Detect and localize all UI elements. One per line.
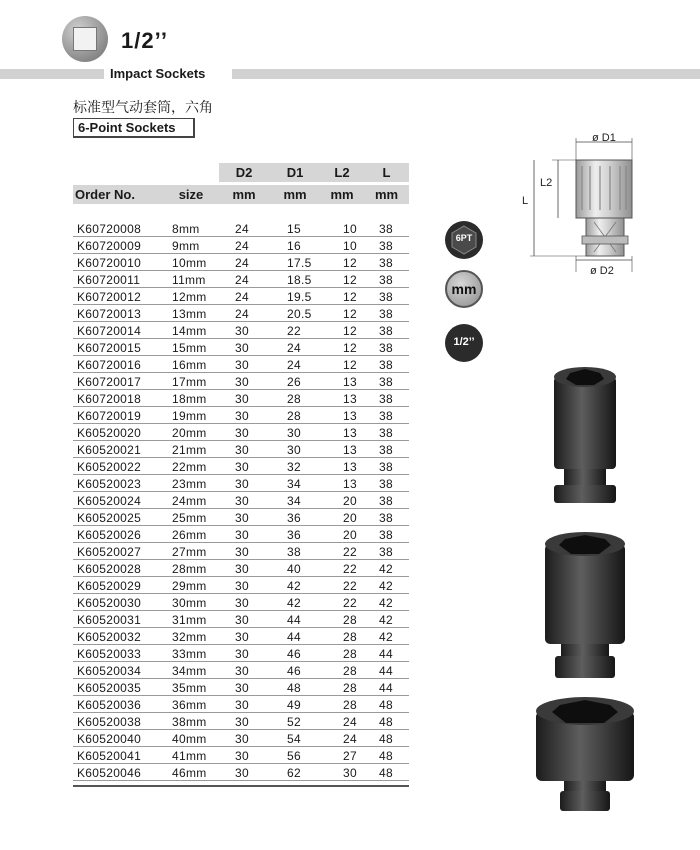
size-cell: 27mm: [172, 545, 207, 559]
d1-cell: 32: [287, 460, 301, 474]
order-no-cell: K60720008: [77, 222, 142, 236]
d2-cell: 30: [235, 443, 249, 457]
l-cell: 38: [379, 358, 393, 372]
l-cell: 44: [379, 681, 393, 695]
l-cell: 38: [379, 290, 393, 304]
order-no-cell: K60520036: [77, 698, 142, 712]
size-cell: 40mm: [172, 732, 207, 746]
l2-cell: 20: [343, 528, 357, 542]
d2-cell: 24: [235, 273, 249, 287]
table-row: [73, 713, 409, 730]
l-cell: 42: [379, 630, 393, 644]
header-l: L: [382, 165, 391, 180]
table-row: [73, 560, 409, 577]
table-row: [73, 679, 409, 696]
header-d2: D2: [235, 165, 253, 180]
d2-cell: 30: [235, 392, 249, 406]
l2-cell: 22: [343, 562, 357, 576]
size-cell: 19mm: [172, 409, 207, 423]
size-cell: 23mm: [172, 477, 207, 491]
d2-cell: 30: [235, 341, 249, 355]
l-cell: 44: [379, 664, 393, 678]
d1-cell: 36: [287, 528, 301, 542]
header-mm-l2: mm: [330, 187, 354, 202]
size-cell: 28mm: [172, 562, 207, 576]
table-row: [73, 339, 409, 356]
d1-cell: 30: [287, 426, 301, 440]
table-row: [73, 373, 409, 390]
l2-cell: 24: [343, 715, 357, 729]
d2-cell: 30: [235, 613, 249, 627]
d1-cell: 56: [287, 749, 301, 763]
l-cell: 38: [379, 409, 393, 423]
order-no-cell: K60520035: [77, 681, 142, 695]
d1-cell: 46: [287, 664, 301, 678]
order-no-cell: K60520025: [77, 511, 142, 525]
d1-cell: 36: [287, 511, 301, 525]
d2-cell: 30: [235, 749, 249, 763]
header-mm-d2: mm: [232, 187, 256, 202]
d2-cell: 30: [235, 579, 249, 593]
table-row: [73, 390, 409, 407]
table-row: [73, 220, 409, 237]
d2-cell: 30: [235, 460, 249, 474]
l-cell: 38: [379, 307, 393, 321]
d2-cell: 24: [235, 239, 249, 253]
order-no-cell: K60520040: [77, 732, 142, 746]
d1-cell: 28: [287, 409, 301, 423]
l2-cell: 28: [343, 664, 357, 678]
d2-label: ø D2: [590, 265, 614, 277]
section-title-cn: 标准型气动套筒，六角: [73, 100, 213, 116]
l2-cell: 12: [343, 341, 357, 355]
header-mm-d1: mm: [283, 187, 307, 202]
d2-cell: 30: [235, 545, 249, 559]
d2-cell: 30: [235, 647, 249, 661]
d1-cell: 42: [287, 579, 301, 593]
d1-cell: 16: [287, 239, 301, 253]
size-cell: 17mm: [172, 375, 207, 389]
l2-cell: 12: [343, 273, 357, 287]
d1-cell: 19.5: [287, 290, 312, 304]
size-cell: 8mm: [172, 222, 200, 236]
d2-cell: 30: [235, 528, 249, 542]
order-no-cell: K60720016: [77, 358, 142, 372]
table-row: [73, 611, 409, 628]
l-cell: 38: [379, 511, 393, 525]
l2-cell: 13: [343, 392, 357, 406]
order-no-cell: K60520028: [77, 562, 142, 576]
d1-cell: 26: [287, 375, 301, 389]
l-cell: 48: [379, 715, 393, 729]
socket-photo-small: [540, 365, 630, 515]
l2-cell: 13: [343, 443, 357, 457]
d1-cell: 49: [287, 698, 301, 712]
table-row: [73, 407, 409, 424]
table-row: [73, 271, 409, 288]
size-cell: 26mm: [172, 528, 207, 542]
l2-cell: 28: [343, 647, 357, 661]
order-no-cell: K60720012: [77, 290, 142, 304]
d2-cell: 30: [235, 664, 249, 678]
l-cell: 38: [379, 256, 393, 270]
d2-cell: 30: [235, 766, 249, 780]
d1-cell: 17.5: [287, 256, 312, 270]
l-cell: 48: [379, 732, 393, 746]
size-cell: 32mm: [172, 630, 207, 644]
l-cell: 48: [379, 698, 393, 712]
l2-cell: 13: [343, 426, 357, 440]
l-cell: 38: [379, 239, 393, 253]
order-no-cell: K60520033: [77, 647, 142, 661]
l-cell: 38: [379, 341, 393, 355]
l-cell: 44: [379, 647, 393, 661]
table-row: [73, 543, 409, 560]
size-cell: 15mm: [172, 341, 207, 355]
six-point-badge: [445, 221, 483, 259]
l-cell: 48: [379, 766, 393, 780]
d2-cell: 30: [235, 375, 249, 389]
l-cell: 38: [379, 477, 393, 491]
table-row: [73, 764, 409, 781]
size-cell: 18mm: [172, 392, 207, 406]
d2-cell: 30: [235, 511, 249, 525]
l-cell: 38: [379, 545, 393, 559]
l2-cell: 22: [343, 545, 357, 559]
table-row: [73, 628, 409, 645]
page-title: 1/2’’: [121, 28, 168, 53]
l-cell: 38: [379, 392, 393, 406]
table-row: [73, 322, 409, 339]
metric-badge: [445, 270, 483, 308]
size-cell: 38mm: [172, 715, 207, 729]
table-row: [73, 441, 409, 458]
l-cell: 38: [379, 324, 393, 338]
l2-cell: 10: [343, 239, 357, 253]
l-cell: 38: [379, 460, 393, 474]
table-row: [73, 305, 409, 322]
d1-cell: 40: [287, 562, 301, 576]
l-cell: 42: [379, 596, 393, 610]
size-cell: 13mm: [172, 307, 207, 321]
socket-dimension-diagram: [520, 132, 650, 282]
order-no-cell: K60720014: [77, 324, 142, 338]
d2-cell: 30: [235, 715, 249, 729]
header-order-no: Order No.: [75, 187, 135, 202]
l2-cell: 12: [343, 290, 357, 304]
d1-cell: 54: [287, 732, 301, 746]
order-no-cell: K60520034: [77, 664, 142, 678]
d1-cell: 62: [287, 766, 301, 780]
d2-cell: 30: [235, 477, 249, 491]
table-row: [73, 492, 409, 509]
size-cell: 10mm: [172, 256, 207, 270]
table-bottom-rule: [73, 785, 409, 787]
order-no-cell: K60520027: [77, 545, 142, 559]
l-cell: 48: [379, 749, 393, 763]
d1-cell: 52: [287, 715, 301, 729]
order-no-cell: K60520020: [77, 426, 142, 440]
d1-cell: 24: [287, 341, 301, 355]
d2-cell: 30: [235, 358, 249, 372]
l2-cell: 13: [343, 409, 357, 423]
l2-cell: 28: [343, 630, 357, 644]
header-size: size: [178, 187, 204, 202]
l2-cell: 13: [343, 375, 357, 389]
d2-cell: 30: [235, 596, 249, 610]
d2-cell: 30: [235, 324, 249, 338]
table-row: [73, 526, 409, 543]
l2-cell: 24: [343, 732, 357, 746]
l-cell: 38: [379, 375, 393, 389]
table-row: [73, 254, 409, 271]
page-subtitle: Impact Sockets: [110, 66, 206, 81]
size-cell: 31mm: [172, 613, 207, 627]
l-cell: 38: [379, 443, 393, 457]
order-no-cell: K60720017: [77, 375, 142, 389]
table-row: [73, 747, 409, 764]
size-cell: 36mm: [172, 698, 207, 712]
order-no-cell: K60520046: [77, 766, 142, 780]
size-cell: 21mm: [172, 443, 207, 457]
l2-cell: 12: [343, 256, 357, 270]
table-row: [73, 356, 409, 373]
order-no-cell: K60720015: [77, 341, 142, 355]
size-cell: 33mm: [172, 647, 207, 661]
table-row: [73, 577, 409, 594]
d2-cell: 24: [235, 290, 249, 304]
order-no-cell: K60520031: [77, 613, 142, 627]
table-row: [73, 594, 409, 611]
d1-label: ø D1: [592, 132, 616, 144]
table-row: [73, 424, 409, 441]
d2-cell: 30: [235, 681, 249, 695]
table-row: [73, 288, 409, 305]
table-row: [73, 475, 409, 492]
order-no-cell: K60520026: [77, 528, 142, 542]
order-no-cell: K60520023: [77, 477, 142, 491]
square-drive-icon: [62, 16, 108, 62]
table-row: [73, 645, 409, 662]
l2-cell: 12: [343, 324, 357, 338]
drive-size-label: 1/2’’: [453, 336, 475, 348]
d1-cell: 44: [287, 613, 301, 627]
d1-cell: 18.5: [287, 273, 312, 287]
d2-cell: 24: [235, 307, 249, 321]
d1-cell: 20.5: [287, 307, 312, 321]
d1-cell: 46: [287, 647, 301, 661]
l-cell: 42: [379, 562, 393, 576]
d1-cell: 38: [287, 545, 301, 559]
header-rule-left: [0, 69, 104, 79]
d2-cell: 30: [235, 426, 249, 440]
section-title-en: 6-Point Sockets: [73, 118, 195, 138]
l-cell: 42: [379, 613, 393, 627]
table-row: [73, 458, 409, 475]
size-cell: 46mm: [172, 766, 207, 780]
order-no-cell: K60720009: [77, 239, 142, 253]
socket-photo-large: [530, 695, 640, 835]
table-row: [73, 662, 409, 679]
l2-cell: 12: [343, 358, 357, 372]
order-no-cell: K60720010: [77, 256, 142, 270]
order-no-cell: K60520041: [77, 749, 142, 763]
size-cell: 24mm: [172, 494, 207, 508]
d2-cell: 24: [235, 256, 249, 270]
l2-cell: 30: [343, 766, 357, 780]
l2-cell: 20: [343, 511, 357, 525]
metric-label: mm: [451, 281, 477, 297]
size-cell: 25mm: [172, 511, 207, 525]
socket-photo-medium: [535, 530, 635, 690]
l2-cell: 12: [343, 307, 357, 321]
l2-cell: 22: [343, 579, 357, 593]
order-no-cell: K60720013: [77, 307, 142, 321]
order-no-cell: K60720018: [77, 392, 142, 406]
d1-cell: 24: [287, 358, 301, 372]
l-label: L: [522, 195, 529, 207]
l-cell: 38: [379, 494, 393, 508]
d2-cell: 30: [235, 732, 249, 746]
six-point-label: 6PT: [455, 233, 473, 243]
header-l2: L2: [334, 165, 350, 180]
order-no-cell: K60520024: [77, 494, 142, 508]
d2-cell: 30: [235, 494, 249, 508]
l-cell: 38: [379, 222, 393, 236]
l2-cell: 13: [343, 477, 357, 491]
table-row: [73, 237, 409, 254]
l-cell: 42: [379, 579, 393, 593]
table-row: [73, 509, 409, 526]
order-no-cell: K60520030: [77, 596, 142, 610]
order-no-cell: K60520038: [77, 715, 142, 729]
d2-cell: 30: [235, 698, 249, 712]
d2-cell: 30: [235, 630, 249, 644]
order-no-cell: K60720011: [77, 273, 141, 287]
drive-size-badge: [445, 324, 483, 362]
order-no-cell: K60520022: [77, 460, 142, 474]
order-no-cell: K60520021: [77, 443, 142, 457]
size-cell: 35mm: [172, 681, 207, 695]
d2-cell: 30: [235, 409, 249, 423]
size-cell: 22mm: [172, 460, 207, 474]
d1-cell: 34: [287, 477, 301, 491]
l2-cell: 28: [343, 613, 357, 627]
d1-cell: 44: [287, 630, 301, 644]
l2-cell: 28: [343, 698, 357, 712]
l2-cell: 13: [343, 460, 357, 474]
size-cell: 16mm: [172, 358, 207, 372]
l2-cell: 10: [343, 222, 357, 236]
l2-cell: 28: [343, 681, 357, 695]
l-cell: 38: [379, 426, 393, 440]
size-cell: 20mm: [172, 426, 207, 440]
table-row: [73, 696, 409, 713]
d1-cell: 28: [287, 392, 301, 406]
d1-cell: 30: [287, 443, 301, 457]
l2-cell: 20: [343, 494, 357, 508]
d1-cell: 15: [287, 222, 301, 236]
l2-label: L2: [540, 177, 553, 189]
d1-cell: 22: [287, 324, 301, 338]
size-cell: 9mm: [172, 239, 200, 253]
l-cell: 38: [379, 273, 393, 287]
l2-cell: 27: [343, 749, 357, 763]
size-cell: 14mm: [172, 324, 207, 338]
header-rule-right: [232, 69, 700, 79]
d2-cell: 30: [235, 562, 249, 576]
order-no-cell: K60520029: [77, 579, 142, 593]
size-cell: 34mm: [172, 664, 207, 678]
d1-cell: 48: [287, 681, 301, 695]
l-cell: 38: [379, 528, 393, 542]
d1-cell: 42: [287, 596, 301, 610]
size-cell: 30mm: [172, 596, 207, 610]
header-mm-l: mm: [374, 187, 399, 202]
header-d1: D1: [286, 165, 304, 180]
size-cell: 41mm: [172, 749, 207, 763]
d2-cell: 24: [235, 222, 249, 236]
table-row: [73, 730, 409, 747]
order-no-cell: K60520032: [77, 630, 142, 644]
d1-cell: 34: [287, 494, 301, 508]
l2-cell: 22: [343, 596, 357, 610]
size-cell: 12mm: [172, 290, 207, 304]
size-cell: 29mm: [172, 579, 207, 593]
size-cell: 11mm: [172, 273, 206, 287]
order-no-cell: K60720019: [77, 409, 142, 423]
